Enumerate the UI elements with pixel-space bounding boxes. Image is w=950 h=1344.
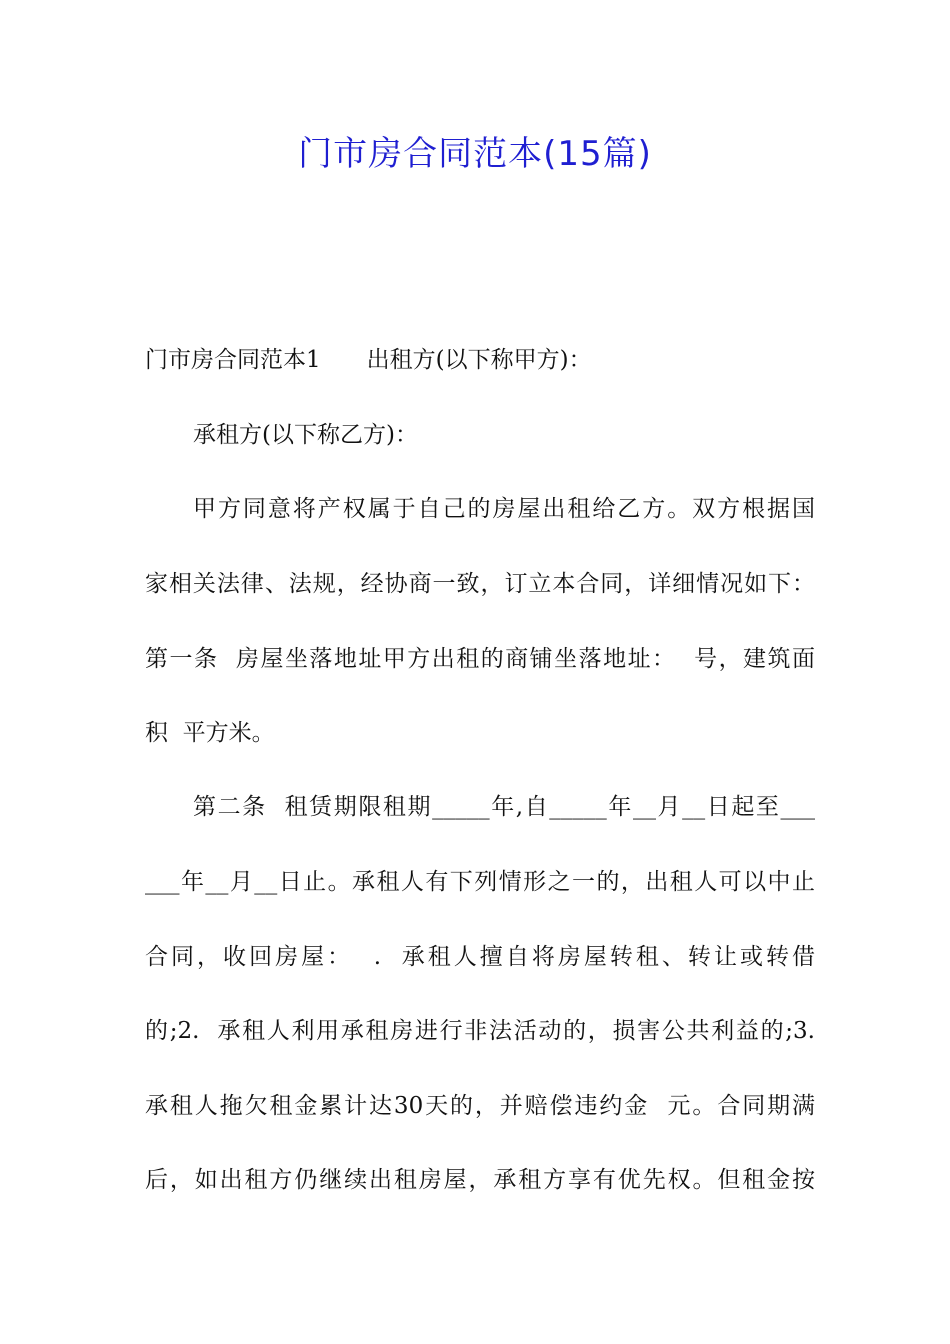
paragraph-line: 第一条 房屋坐落地址甲方出租的商铺坐落地址： 号，建筑面 bbox=[145, 646, 815, 672]
document-title: 门市房合同范本(15篇) bbox=[298, 134, 652, 174]
paragraph-line: 合同，收回房屋： . 承租人擅自将房屋转租、转让或转借 bbox=[145, 944, 815, 970]
paragraph-line: 承租方(以下称乙方)： bbox=[193, 422, 418, 448]
paragraph-line: 的;2. 承租人利用承租房进行非法活动的，损害公共利益的;3. bbox=[145, 1018, 815, 1044]
paragraph-line: 家相关法律、法规，经协商一致，订立本合同，详细情况如下： bbox=[145, 571, 815, 597]
paragraph-line: 第二条 租赁期限租期_____年,自_____年__月__日起至___ bbox=[193, 794, 815, 820]
paragraph-line: 门市房合同范本1 出租方(以下称甲方)： bbox=[145, 347, 592, 373]
paragraph-line: 承租人拖欠租金累计达30天的，并赔偿违约金 元。合同期满 bbox=[145, 1093, 815, 1119]
paragraph-line: ___年__月__日止。承租人有下列情形之一的，出租人可以中止 bbox=[145, 869, 815, 895]
paragraph-line: 积 平方米。 bbox=[145, 720, 275, 746]
paragraph-line: 甲方同意将产权属于自己的房屋出租给乙方。双方根据国 bbox=[193, 496, 815, 522]
paragraph-line: 后，如出租方仍继续出租房屋，承租方享有优先权。但租金按 bbox=[145, 1167, 815, 1193]
